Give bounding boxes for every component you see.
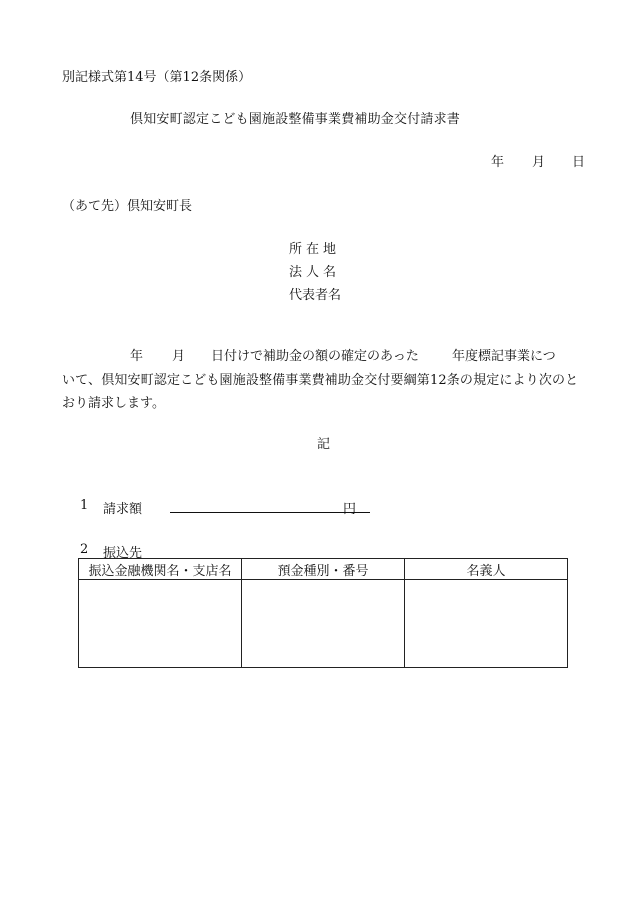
applicant-corporation-label: 法人名 [289,265,341,280]
account-holder-header: 名義人 [405,559,568,580]
date-month-label: 月 [532,155,546,170]
yen-unit: 円 [343,502,357,517]
body-line-1 [0,345,630,365]
date-line [0,151,630,171]
form-number: 別記様式第14号（第12条関係） [62,70,252,85]
request-amount-field[interactable] [170,512,370,513]
request-amount-label: 請求額 [103,502,143,517]
addressee: （あて先）倶知安町長 [62,199,193,214]
account-holder-cell[interactable] [405,580,568,668]
body-line-3: おり請求します。 [62,396,165,411]
body-text-fiscal-year: 年度標記事業につ [452,349,556,364]
transfer-destination-label: 振込先 [103,546,143,561]
date-day-label: 日 [572,155,586,170]
body-text-confirmation: 日付けで補助金の額の確定のあった [211,349,419,364]
applicant-representative-label: 代表者名 [289,288,342,303]
body-year-label: 年 [130,349,144,364]
body-month-label: 月 [172,349,186,364]
bank-branch-cell[interactable] [79,580,242,668]
item-1-number: 1 [80,498,89,513]
document-title: 倶知安町認定こども園施設整備事業費補助金交付請求書 [130,112,461,127]
item-2-number: 2 [80,542,89,557]
ki-heading: 記 [317,437,331,452]
bank-transfer-table [78,558,568,668]
applicant-address-label: 所在地 [289,242,341,257]
account-type-number-cell[interactable] [242,580,405,668]
date-year-label: 年 [491,155,505,170]
body-line-2: いて、倶知安町認定こども園施設整備事業費補助金交付要綱第12条の規定により次のと [62,373,579,388]
account-type-number-header: 預金種別・番号 [242,559,405,580]
bank-branch-header: 振込金融機関名・支店名 [79,559,242,580]
